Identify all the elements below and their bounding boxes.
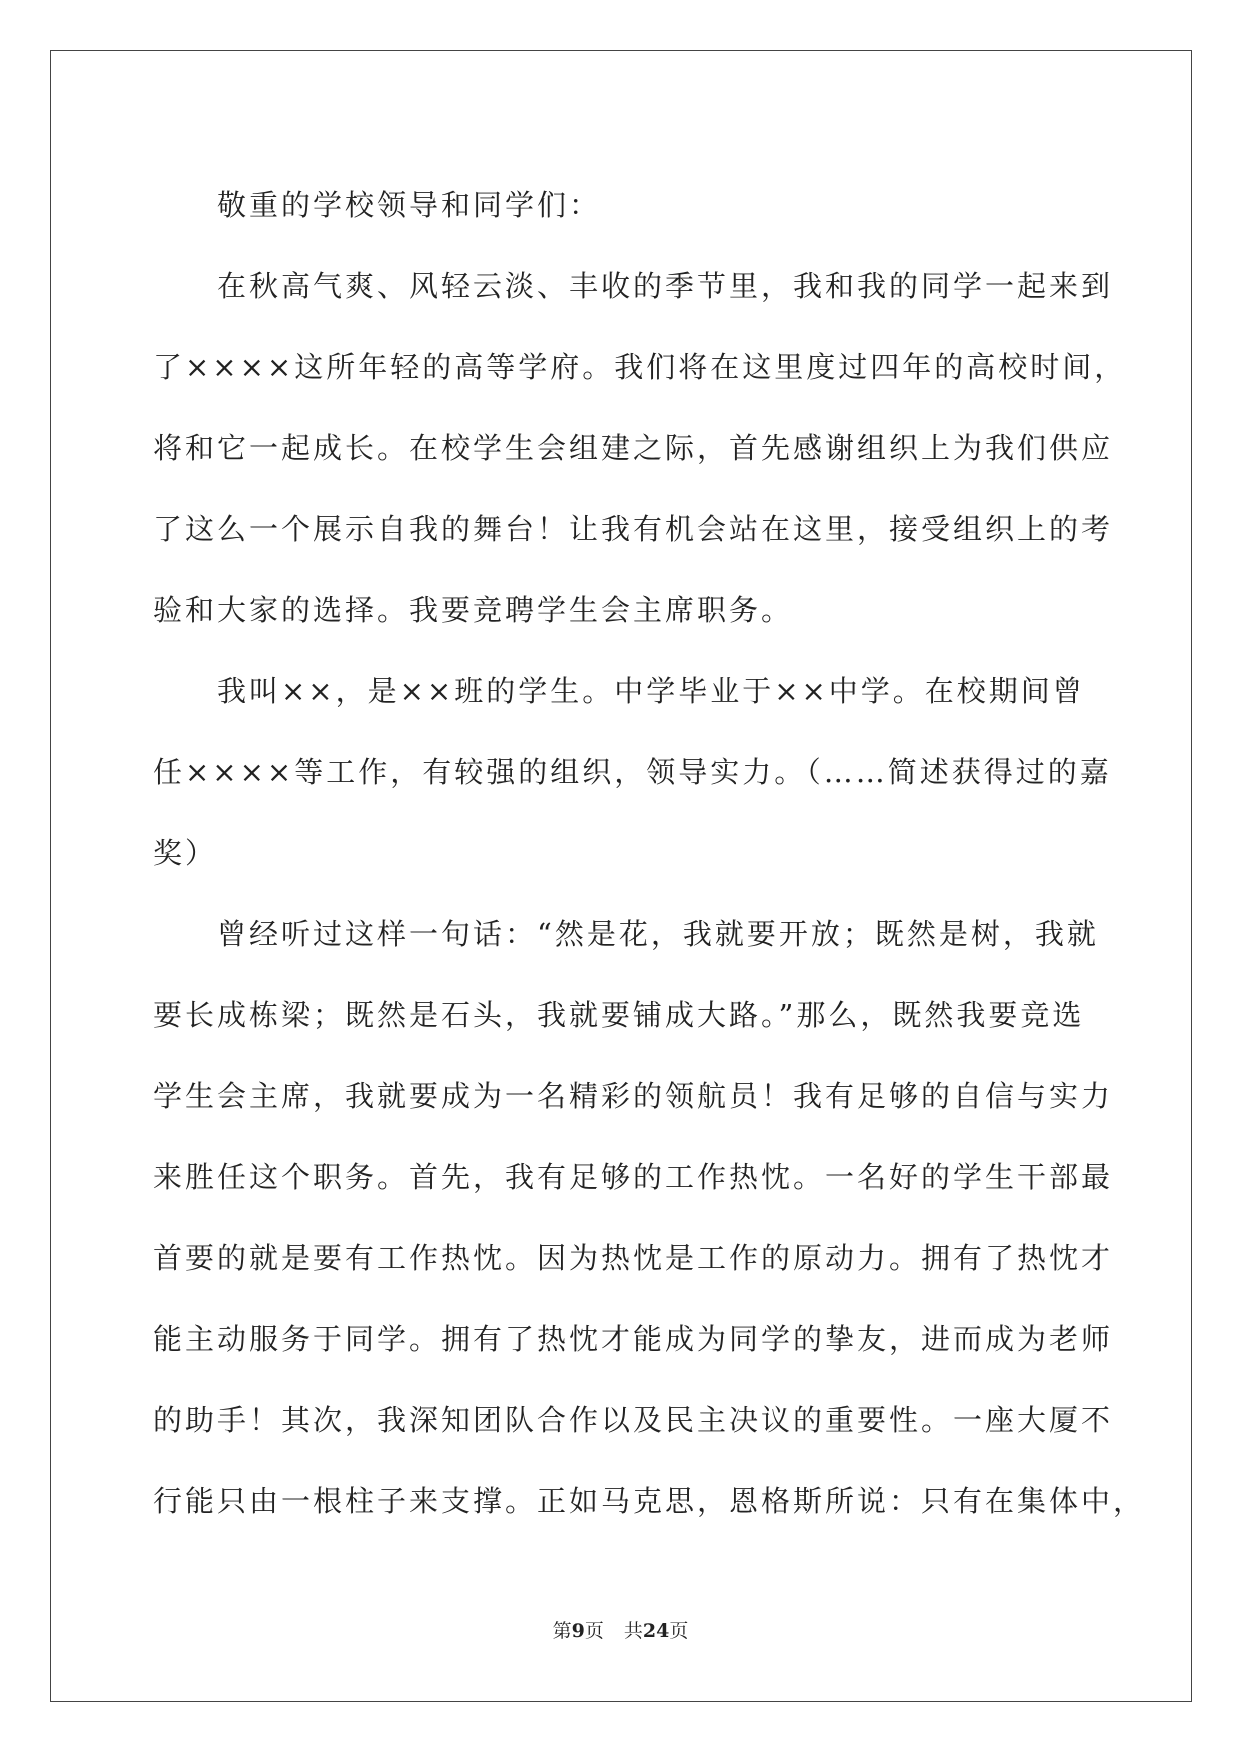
page-prefix: 第 [552,1620,572,1642]
text-line: 行能只由一根柱子来支撑。正如马克思，恩格斯所说：只有在集体中， [153,1484,1146,1518]
text-line: 了××××这所年轻的高等学府。我们将在这里度过四年的高校时间， [153,350,1127,384]
text-line: 首要的就是要有工作热忱。因为热忱是工作的原动力。拥有了热忱才 [153,1241,1114,1275]
salutation-line: 敬重的学校领导和同学们： [217,188,602,222]
text-line: 能主动服务于同学。拥有了热忱才能成为同学的挚友，进而成为老师 [153,1322,1114,1356]
text-line: 来胜任这个职务。首先，我有足够的工作热忱。一名好的学生干部最 [153,1160,1114,1194]
text-line: 要长成栋梁；既然是石头，我就要铺成大路。”那么，既然我要竞选 [153,998,1085,1032]
page-suffix: 页 [584,1620,604,1642]
text-line: 学生会主席，我就要成为一名精彩的领航员！我有足够的自信与实力 [153,1079,1114,1113]
text-line: 我叫××，是××班的学生。中学毕业于××中学。在校期间曾 [217,674,1085,708]
total-pages: 24 [642,1620,670,1642]
text-line: 在秋高气爽、风轻云淡、丰收的季节里，我和我的同学一起来到 [217,269,1114,303]
page-footer [0,1616,1241,1643]
page-number: 9 [571,1620,585,1642]
text-line: 的助手！其次，我深知团队合作以及民主决议的重要性。一座大厦不 [153,1403,1114,1437]
text-line: 了这么一个展示自我的舞台！让我有机会站在这里，接受组织上的考 [153,512,1114,546]
text-line: 将和它一起成长。在校学生会组建之际，首先感谢组织上为我们供应 [153,431,1114,465]
document-body [153,165,1146,1542]
total-suffix: 页 [669,1620,689,1642]
text-line: 任××××等工作，有较强的组织，领导实力。（……简述获得过的嘉 [153,755,1112,789]
total-prefix: 共 [623,1620,643,1642]
text-line: 奖） [153,836,218,870]
text-line: 曾经听过这样一句话：“然是花，我就要开放；既然是树，我就 [217,917,1099,951]
text-line: 验和大家的选择。我要竞聘学生会主席职务。 [153,593,794,627]
